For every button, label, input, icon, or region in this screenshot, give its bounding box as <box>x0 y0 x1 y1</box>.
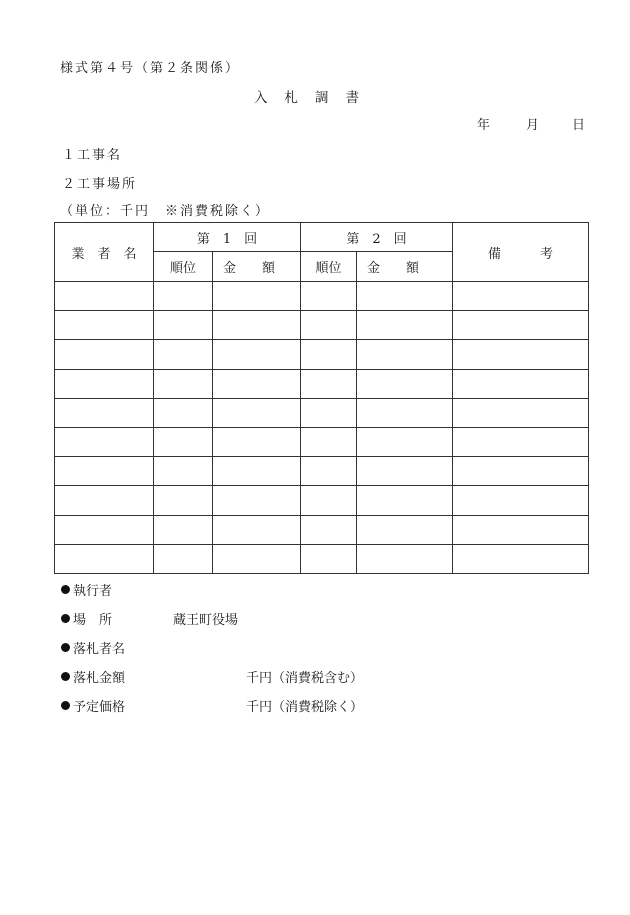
table-row <box>55 427 589 456</box>
round1-rank-cell <box>154 340 213 369</box>
vendor-cell <box>55 544 154 573</box>
round2-rank-cell <box>301 282 357 311</box>
round2-rank-cell <box>301 515 357 544</box>
executor-label: 執行者 <box>73 584 113 599</box>
info-planned-price <box>61 696 125 715</box>
date-day: 日 <box>572 118 586 133</box>
table-row <box>55 457 589 486</box>
round1-rank-cell <box>154 369 213 398</box>
round2-amount-cell <box>357 544 453 573</box>
round1-rank-header: 順位 <box>154 252 213 282</box>
round1-rank-cell <box>154 427 213 456</box>
vendor-cell <box>55 369 154 398</box>
remarks-cell <box>453 369 589 398</box>
round1-rank-cell <box>154 398 213 427</box>
remarks-header: 備 考 <box>453 223 589 282</box>
remarks-cell <box>453 398 589 427</box>
winning-amount-label: 落札金額 <box>73 671 126 686</box>
round2-amount-cell <box>357 340 453 369</box>
planned-price-value: 千円（消費税除く） <box>246 700 364 715</box>
date-year: 年 <box>477 118 491 133</box>
vendor-cell <box>55 282 154 311</box>
round2-header: 第 2 回 <box>301 223 453 252</box>
work-place-label: ２工事場所 <box>62 177 138 192</box>
planned-price-label: 予定価格 <box>73 700 126 715</box>
round2-amount-cell <box>357 427 453 456</box>
remarks-cell <box>453 311 589 340</box>
vendor-cell <box>55 486 154 515</box>
vendor-cell <box>55 427 154 456</box>
round1-amount-cell <box>213 544 301 573</box>
date-month: 月 <box>526 118 540 133</box>
round2-rank-cell <box>301 457 357 486</box>
remarks-cell <box>453 340 589 369</box>
round1-amount-cell <box>213 282 301 311</box>
winning-amount-value: 千円（消費税含む） <box>246 671 364 686</box>
round1-amount-cell <box>213 515 301 544</box>
info-winning-amount <box>61 667 125 686</box>
bullet-icon <box>61 585 70 594</box>
work-name-label: １工事名 <box>62 148 123 163</box>
form-number: 様式第４号（第２条関係） <box>60 61 241 76</box>
table-row <box>55 544 589 573</box>
bullet-icon <box>61 643 70 652</box>
round1-header: 第 1 回 <box>154 223 301 252</box>
table-row <box>55 515 589 544</box>
round1-rank-cell <box>154 311 213 340</box>
table-row <box>55 311 589 340</box>
round1-amount-cell <box>213 427 301 456</box>
bullet-icon <box>61 672 70 681</box>
unit-note: （単位：千円 ※消費税除く） <box>60 204 271 219</box>
table-row <box>55 282 589 311</box>
round1-rank-cell <box>154 544 213 573</box>
round2-amount-cell <box>357 369 453 398</box>
round2-rank-header: 順位 <box>301 252 357 282</box>
table-row <box>55 486 589 515</box>
round1-rank-cell <box>154 457 213 486</box>
round2-rank-cell <box>301 311 357 340</box>
remarks-cell <box>453 544 589 573</box>
round2-rank-cell <box>301 340 357 369</box>
round2-amount-cell <box>357 398 453 427</box>
round1-amount-cell <box>213 486 301 515</box>
bullet-icon <box>61 614 70 623</box>
vendor-cell <box>55 457 154 486</box>
place-label: 場 所 <box>73 613 113 628</box>
round1-amount-cell <box>213 340 301 369</box>
round1-rank-cell <box>154 282 213 311</box>
vendor-header: 業 者 名 <box>55 223 154 282</box>
round2-amount-cell <box>357 311 453 340</box>
round1-amount-cell <box>213 369 301 398</box>
date-line <box>477 114 585 133</box>
bid-table <box>54 222 589 574</box>
round2-rank-cell <box>301 427 357 456</box>
remarks-cell <box>453 457 589 486</box>
remarks-cell <box>453 427 589 456</box>
round2-rank-cell <box>301 369 357 398</box>
winner-label: 落札者名 <box>73 642 126 657</box>
vendor-cell <box>55 515 154 544</box>
vendor-cell <box>55 311 154 340</box>
round1-amount-cell <box>213 311 301 340</box>
info-place <box>61 609 112 628</box>
vendor-cell <box>55 340 154 369</box>
round2-amount-cell <box>357 457 453 486</box>
table-row <box>55 369 589 398</box>
remarks-cell <box>453 282 589 311</box>
round2-amount-cell <box>357 282 453 311</box>
page-title: 入札調書 <box>254 90 376 106</box>
place-value: 蔵王町役場 <box>173 613 239 628</box>
info-winner <box>61 638 125 657</box>
round2-rank-cell <box>301 486 357 515</box>
round2-rank-cell <box>301 544 357 573</box>
round1-rank-cell <box>154 515 213 544</box>
info-executor <box>61 580 112 599</box>
round2-amount-cell <box>357 486 453 515</box>
table-row <box>55 398 589 427</box>
round1-rank-cell <box>154 486 213 515</box>
remarks-cell <box>453 515 589 544</box>
round1-amount-cell <box>213 398 301 427</box>
vendor-cell <box>55 398 154 427</box>
round1-amount-cell <box>213 457 301 486</box>
round2-amount-header: 金 額 <box>357 252 453 282</box>
round2-amount-cell <box>357 515 453 544</box>
table-row <box>55 340 589 369</box>
bullet-icon <box>61 701 70 710</box>
round2-rank-cell <box>301 398 357 427</box>
round1-amount-header: 金 額 <box>213 252 301 282</box>
remarks-cell <box>453 486 589 515</box>
